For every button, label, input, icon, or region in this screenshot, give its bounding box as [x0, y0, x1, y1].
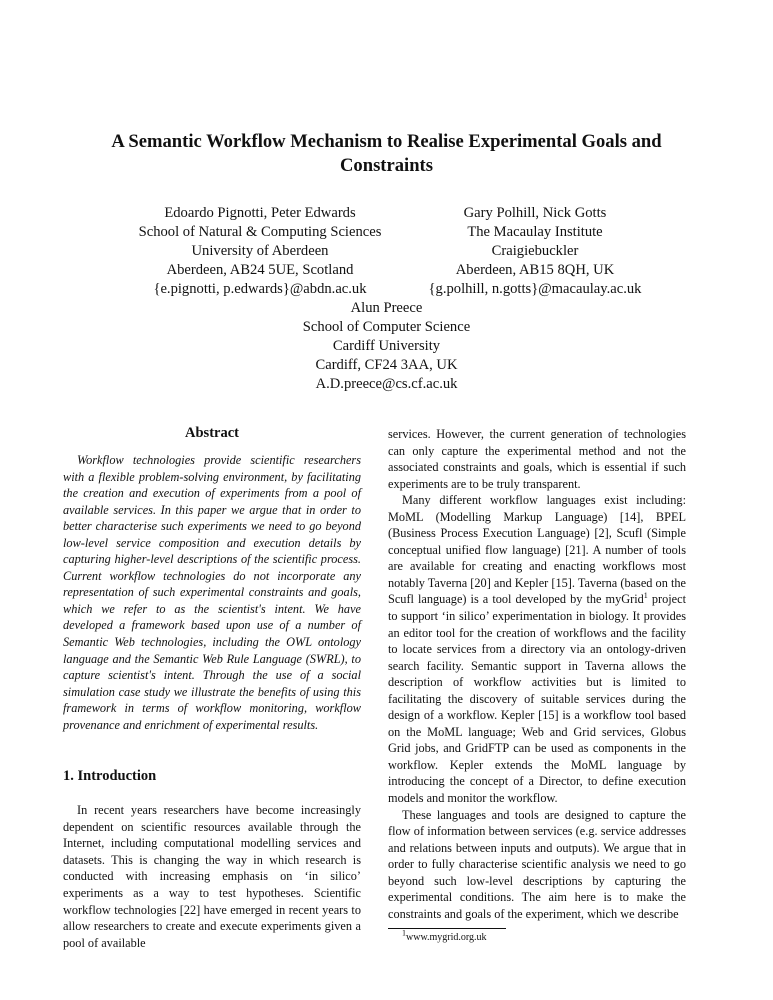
author-block-aberdeen — [120, 204, 400, 299]
author-names: Alun Preece — [350, 300, 423, 316]
author-names: Edoardo Pignotti, Peter Edwards — [164, 205, 356, 221]
author-address: Cardiff, CF24 3AA, UK — [315, 357, 458, 373]
author-address: Aberdeen, AB24 5UE, Scotland — [166, 262, 354, 278]
introduction-paragraph-1-continued: services. However, the current generation of technologies can only capture the experimental method and not the associated constraints and goals, which is essential if such experiments are to be truly transparent. — [388, 427, 686, 491]
introduction-paragraph-2 — [388, 492, 686, 806]
abstract-body: Workflow technologies provide scientific researchers with a flexible problem-solving environment, by facilitating the creation and execution of experiments from a pool of available services. In this paper we argue that in order to better characterise such experiments we need to go beyond low-level service composition and execution details by capturing higher-level descriptions of the scientific process. Current workflow technologies do not incorporate any representation of such experimental constraints and goals, which we refer to as the scientist's intent. We have developed a framework based upon use of a number of Semantic Web technologies, including the OWL ontology language and the Semantic Web Rule Language (SWRL), to capture scientist's intent. Through the use of a social simulation case study we illustrate the benefits of using this framework in terms of workflow monitoring, workflow provenance and enrichment of experimental results. — [63, 453, 361, 732]
author-institution: University of Aberdeen — [191, 243, 329, 259]
introduction-heading: 1. Introduction — [63, 768, 157, 785]
author-institution: Cardiff University — [332, 338, 441, 354]
author-institution: Craigiebuckler — [491, 243, 579, 259]
author-block-cardiff — [250, 299, 523, 394]
author-email: {g.polhill, n.gotts}@macaulay.ac.uk — [428, 281, 642, 297]
author-email: {e.pignotti, p.edwards}@abdn.ac.uk — [153, 281, 367, 297]
right-column — [388, 426, 686, 944]
author-block-macaulay — [395, 204, 675, 299]
author-affiliation: School of Natural & Computing Sciences — [138, 224, 382, 240]
footnote — [388, 929, 686, 944]
footnote-number: 1 — [402, 929, 406, 939]
paragraph-2-text-b: project to support ‘in silico’ experimentation in biology. It provides an editor tool for the creation of workflows and the facility to locate services from a directory via an ontology-driven search facility. Semantic support in Taverna allows the description of workflow activities but is limited to facilitating the discovery of suitable services during the design of a workflow. Kepler [15] is a workflow tool based on the MoML language; Web and Grid services, Globus Grid jobs, and GridFTP can be used as components in the workflow. Kepler extends the MoML language by introducing the concept of a Director, to define execution models and monitor the workflow. — [388, 592, 686, 806]
author-affiliation: The Macaulay Institute — [467, 224, 603, 240]
introduction-paragraph-1: In recent years researchers have become increasingly dependent on scientific resources available through the Internet, including computational modelling services and datasets. This is changing the way in which research is conducted with increasing emphasis on ‘in silico’ experiments as a way to test hypotheses. Scientific workflow technologies [22] have emerged in recent years to allow researchers to create and execute experiments given a pool of available — [63, 803, 361, 950]
author-names: Gary Polhill, Nick Gotts — [463, 205, 607, 221]
author-affiliation: School of Computer Science — [302, 319, 471, 335]
paragraph-2-text-a: Many different workflow languages exist including: MoML (Modelling Markup Language) [14], BPEL (Business Process Execution Language) [2], Scufl (Simple conceptual unified flow language) [21]. A number of tools are available for creating and enacting workflows most notably Taverna [20] and Kepler [15]. Taverna (based on the Scufl language) is a tool developed by the myGrid — [388, 493, 686, 607]
left-column — [63, 424, 361, 951]
author-address: Aberdeen, AB15 8QH, UK — [455, 262, 615, 278]
paper-title: A Semantic Workflow Mechanism to Realise Experimental Goals and Constraints — [111, 131, 662, 176]
footnote-marker: 1 — [643, 591, 648, 601]
author-email: A.D.preece@cs.cf.ac.uk — [315, 376, 458, 392]
introduction-paragraph-3: These languages and tools are designed to capture the flow of information between services (e.g. service addresses and relations between inputs and outputs). We argue that in order to fully characterise scientific analysis we need to go beyond such low-level descriptions by capturing the experimental conditions. The aim here is to make the constraints and goals of the experiment, which we describe — [388, 807, 686, 921]
footnote-text: www.mygrid.org.uk — [406, 932, 487, 944]
abstract-heading: Abstract — [185, 425, 239, 441]
